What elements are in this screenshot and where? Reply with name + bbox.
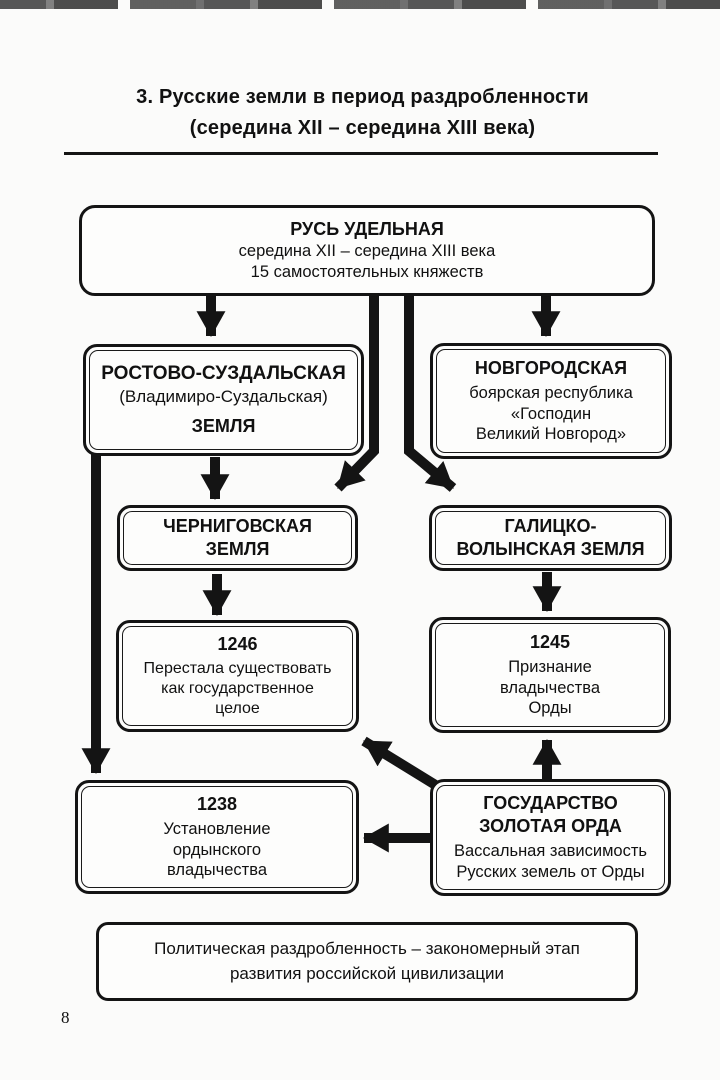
node-rostovo-suzdalskaya <box>83 344 364 456</box>
node-1246-line3: целое <box>215 700 260 718</box>
node-novgorod-title: НОВГОРОДСКАЯ <box>474 357 628 378</box>
node-orda-line2: Русских земель от Орды <box>456 863 645 882</box>
node-galich-line1: ГАЛИЦКО- <box>504 515 597 536</box>
node-1245-year: 1245 <box>529 631 571 652</box>
conclusion-line1: Политическая раздробленность – закономерный этап <box>154 938 580 958</box>
node-1238-line3: владычества <box>166 861 267 880</box>
node-novgorodskaya <box>430 343 672 459</box>
page-title-line2: (середина XII – середина XIII века) <box>189 117 536 139</box>
node-rostov-subtitle: (Владимиро-Суздальская) <box>119 387 328 407</box>
node-1238 <box>75 780 359 894</box>
node-rostov-title: РОСТОВО-СУЗДАЛЬСКАЯ <box>101 363 346 385</box>
node-1245-line2: владычества <box>499 678 600 697</box>
node-novgorod-line3: Великий Новгород» <box>475 425 627 444</box>
page-title-line1: 3. Русские земли в период раздробленности <box>136 86 589 108</box>
node-chernigovskaya <box>117 505 358 571</box>
node-orda-title1: ГОСУДАРСТВО <box>483 793 618 814</box>
node-1238-year: 1238 <box>196 793 238 814</box>
page-number: 8 <box>61 1008 70 1027</box>
node-orda-title2: ЗОЛОТАЯ ОРДА <box>479 816 622 837</box>
node-rus-line1: середина XII – середина XIII века <box>238 242 496 261</box>
node-chernigov-line1: ЧЕРНИГОВСКАЯ <box>163 515 312 536</box>
node-1245-line3: Орды <box>528 699 572 718</box>
node-1238-line2: ордынского <box>172 840 262 859</box>
node-1246-line2: как государственное <box>161 680 314 698</box>
node-orda-line1: Вассальная зависимость <box>453 842 647 861</box>
node-1245-line1: Признание <box>508 657 592 676</box>
conclusion-line2: развития российской цивилизации <box>229 963 505 983</box>
node-novgorod-line1: боярская республика <box>469 383 633 402</box>
node-rostov-title2: ЗЕМЛЯ <box>191 415 256 436</box>
node-rus-udelnaya <box>79 205 655 296</box>
node-1245 <box>429 617 671 733</box>
node-novgorod-line2: «Господин <box>510 404 592 423</box>
node-zolotaya-orda <box>430 779 671 896</box>
node-1246-line1: Перестала существовать <box>143 660 332 678</box>
node-1238-line1: Установление <box>163 819 271 838</box>
node-conclusion <box>96 922 638 1001</box>
node-rus-title: РУСЬ УДЕЛЬНАЯ <box>290 219 444 240</box>
node-1246 <box>116 620 359 732</box>
node-galitsko-volynskaya <box>429 505 672 571</box>
node-rus-line2: 15 самостоятельных княжеств <box>250 263 484 282</box>
node-galich-line2: ВОЛЫНСКАЯ ЗЕМЛЯ <box>456 539 645 559</box>
node-chernigov-line2: ЗЕМЛЯ <box>205 539 270 559</box>
node-1246-year: 1246 <box>217 633 258 654</box>
